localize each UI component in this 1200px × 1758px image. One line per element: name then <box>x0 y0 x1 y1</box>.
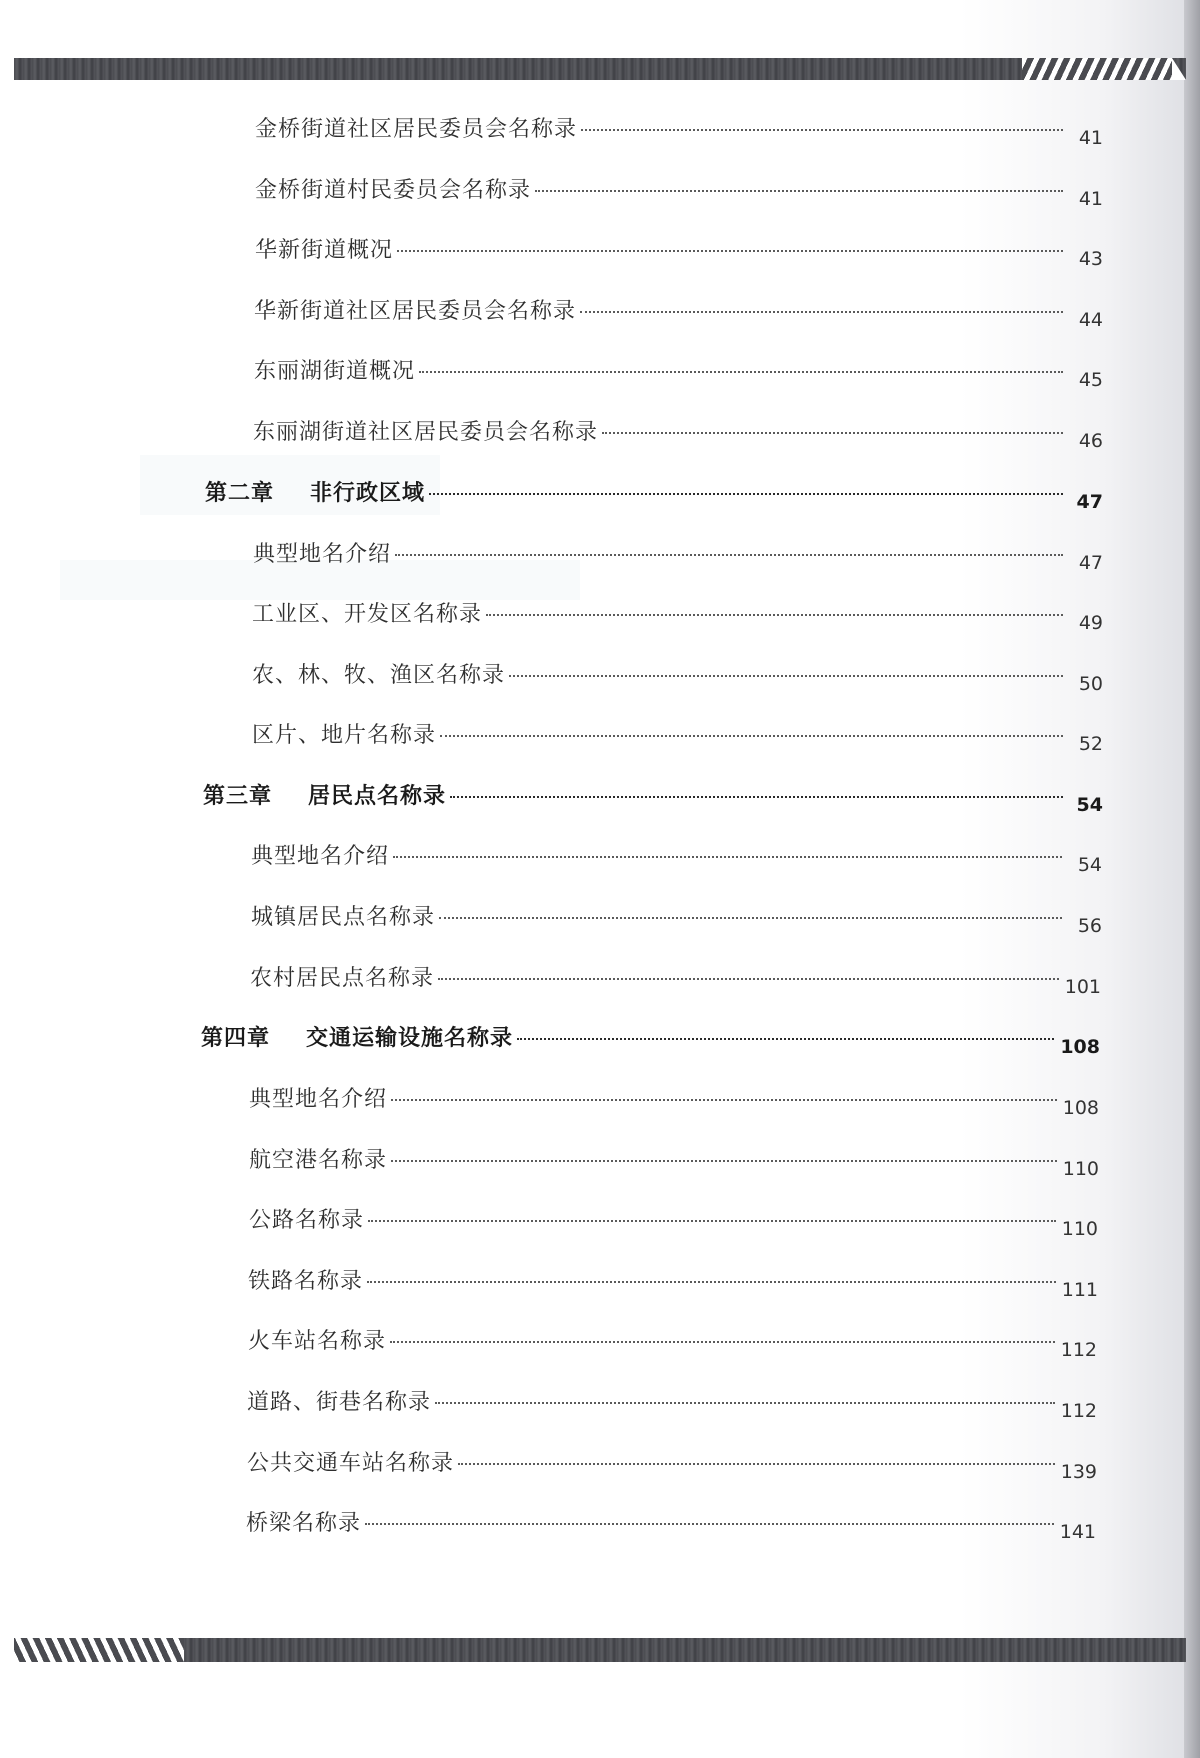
toc-chapter-entry[interactable] <box>203 779 1103 816</box>
toc-entry[interactable] <box>247 1385 1097 1422</box>
toc-entry-label: 铁路名称录 <box>248 1269 364 1294</box>
toc-entry[interactable] <box>251 900 1102 937</box>
toc-leader-dots <box>450 795 1063 798</box>
toc-entry-label: 典型地名介绍 <box>249 1087 388 1112</box>
toc-entry[interactable] <box>254 354 1103 391</box>
toc-page-number: 110 <box>1062 1158 1099 1180</box>
toc-entry[interactable] <box>252 718 1103 755</box>
header-band-cap <box>1172 58 1186 80</box>
toc-page-number: 110 <box>1061 1218 1098 1240</box>
toc-chapter-entry[interactable] <box>205 476 1103 513</box>
toc-entry[interactable] <box>249 1203 1098 1240</box>
toc-leader-dots <box>393 855 1062 858</box>
chapter-title: 交通运输设施名称录 <box>306 1026 514 1051</box>
toc-page-number: 41 <box>1078 188 1103 210</box>
toc-page-number: 46 <box>1078 430 1103 452</box>
toc-page-number: 44 <box>1078 309 1103 331</box>
toc-entry-label: 工业区、开发区名称录 <box>252 602 483 627</box>
toc-entry-label: 典型地名介绍 <box>253 542 392 567</box>
toc-chapter-entry[interactable] <box>201 1021 1100 1058</box>
toc-entry[interactable] <box>253 537 1103 574</box>
toc-page-number: 47 <box>1078 552 1103 574</box>
header-stripes <box>1022 58 1172 80</box>
toc-page-number: 108 <box>1062 1097 1099 1119</box>
header-decorative-band <box>14 58 1186 80</box>
toc-leader-dots <box>581 128 1063 131</box>
toc-entry[interactable] <box>253 415 1103 452</box>
chapter-title: 居民点名称录 <box>308 784 447 809</box>
toc-entry[interactable] <box>247 1446 1097 1483</box>
toc-entry[interactable] <box>255 112 1103 149</box>
toc-entry-label: 道路、街巷名称录 <box>247 1390 432 1415</box>
toc-entry[interactable] <box>255 173 1103 210</box>
footer-stripes <box>14 1638 184 1662</box>
toc-leader-dots <box>486 613 1063 616</box>
toc-leader-dots <box>440 734 1063 737</box>
toc-entry[interactable] <box>254 294 1103 331</box>
toc-entry[interactable] <box>249 1082 1099 1119</box>
toc-leader-dots <box>509 674 1063 677</box>
toc-entry-label: 金桥街道社区居民委员会名称录 <box>255 117 578 142</box>
toc-leader-dots <box>368 1219 1056 1222</box>
toc-page-number: 112 <box>1060 1400 1097 1422</box>
toc-page-number: 47 <box>1076 491 1103 513</box>
toc-leader-dots <box>517 1037 1054 1040</box>
toc-page-number: 50 <box>1078 673 1103 695</box>
toc-leader-dots <box>438 977 1059 980</box>
chapter-title: 非行政区域 <box>310 481 426 506</box>
toc-entry-label: 公路名称录 <box>249 1208 365 1233</box>
toc-chapter-heading <box>203 779 446 810</box>
toc-entry-label: 东丽湖街道概况 <box>254 359 416 384</box>
toc-leader-dots <box>580 310 1063 313</box>
toc-entry[interactable] <box>248 1324 1097 1361</box>
toc-page-number: 49 <box>1078 612 1103 634</box>
toc-chapter-heading <box>205 476 425 507</box>
toc-page-number: 52 <box>1078 733 1103 755</box>
toc-entry-label: 区片、地片名称录 <box>252 723 437 748</box>
toc-page-number: 41 <box>1078 127 1103 149</box>
toc-leader-dots <box>429 492 1063 495</box>
toc-entry-label: 华新街道社区居民委员会名称录 <box>254 299 577 324</box>
toc-chapter-heading <box>201 1021 513 1052</box>
toc-entry-label: 桥梁名称录 <box>246 1511 362 1536</box>
footer-decorative-band <box>14 1638 1186 1662</box>
toc-leader-dots <box>391 1098 1057 1101</box>
toc-page-number: 43 <box>1078 248 1103 270</box>
toc-entry-label: 金桥街道村民委员会名称录 <box>255 178 532 203</box>
toc-entry[interactable] <box>252 658 1103 695</box>
toc-entry-label: 东丽湖街道社区居民委员会名称录 <box>253 420 599 445</box>
toc-page-number: 45 <box>1078 369 1103 391</box>
toc-leader-dots <box>391 1159 1057 1162</box>
chapter-number: 第三章 <box>203 784 273 809</box>
toc-page-number: 141 <box>1059 1521 1096 1543</box>
toc-leader-dots <box>397 249 1063 252</box>
toc-entry[interactable] <box>252 597 1103 634</box>
toc-page-number: 139 <box>1060 1461 1097 1483</box>
toc-page-number: 56 <box>1077 915 1102 937</box>
toc-entry[interactable] <box>251 839 1102 876</box>
toc-entry-label: 农村居民点名称录 <box>250 966 435 991</box>
chapter-number: 第二章 <box>205 481 275 506</box>
toc-page-number: 108 <box>1060 1036 1100 1058</box>
chapter-number: 第四章 <box>201 1026 271 1051</box>
toc-entry[interactable] <box>255 233 1103 270</box>
toc-entry-label: 城镇居民点名称录 <box>251 905 436 930</box>
toc-entry[interactable] <box>250 961 1101 998</box>
toc-leader-dots <box>419 370 1063 373</box>
toc-entry[interactable] <box>248 1264 1098 1301</box>
toc-leader-dots <box>365 1522 1054 1525</box>
toc-page-number: 54 <box>1077 854 1102 876</box>
toc-leader-dots <box>395 553 1063 556</box>
book-spine-shadow <box>1184 0 1200 1758</box>
toc-entry[interactable] <box>246 1506 1096 1543</box>
toc-entry[interactable] <box>249 1143 1099 1180</box>
toc-entry-label: 公共交通车站名称录 <box>247 1451 455 1476</box>
toc-leader-dots <box>535 189 1063 192</box>
toc-page-number: 101 <box>1064 976 1101 998</box>
toc-entry-label: 农、林、牧、渔区名称录 <box>252 663 506 688</box>
toc-leader-dots <box>367 1280 1056 1283</box>
toc-leader-dots <box>435 1401 1055 1404</box>
toc-entry-label: 火车站名称录 <box>248 1329 387 1354</box>
toc-page-number: 54 <box>1076 794 1103 816</box>
toc-leader-dots <box>390 1340 1055 1343</box>
toc-page-number: 111 <box>1061 1279 1098 1301</box>
toc-entry-label: 典型地名介绍 <box>251 844 390 869</box>
toc-page-number: 112 <box>1060 1339 1097 1361</box>
toc-leader-dots <box>439 916 1062 919</box>
toc-entry-label: 华新街道概况 <box>255 238 394 263</box>
toc-entry-label: 航空港名称录 <box>249 1148 388 1173</box>
toc-leader-dots <box>602 431 1063 434</box>
toc-leader-dots <box>458 1462 1055 1465</box>
